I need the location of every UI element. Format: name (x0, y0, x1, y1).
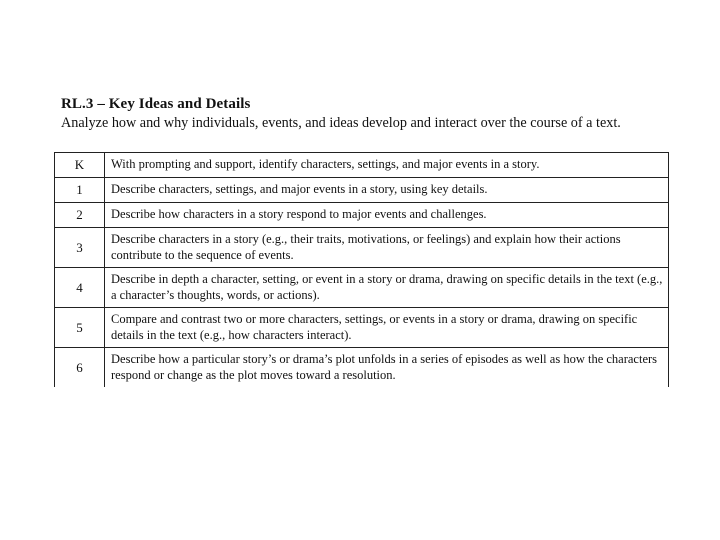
description-cell: Compare and contrast two or more characters, settings, or events in a story or drama, drawing on specific details in the text (e.g., how characters interact). (105, 308, 669, 348)
description-cell: Describe characters, settings, and major events in a story, using key details. (105, 178, 669, 203)
description-cell: Describe in depth a character, setting, or event in a story or drama, drawing on specific details in the text (e.g., a character’s thoughts, words, or actions). (105, 268, 669, 308)
grade-cell: 2 (55, 203, 105, 228)
table-row (55, 308, 669, 348)
standard-title: RL.3 – Key Ideas and Details (61, 96, 251, 112)
description-cell: Describe how a particular story’s or drama’s plot unfolds in a series of episodes as well as how the characters respond or change as the plot moves toward a resolution. (105, 348, 669, 388)
grade-cell: K (55, 153, 105, 178)
description-cell: Describe characters in a story (e.g., their traits, motivations, or feelings) and explain how their actions contribute to the sequence of events. (105, 228, 669, 268)
grade-standards-table (54, 152, 669, 387)
grade-cell: 6 (55, 348, 105, 388)
description-cell: Describe how characters in a story respond to major events and challenges. (105, 203, 669, 228)
table-row (55, 348, 669, 388)
grade-cell: 4 (55, 268, 105, 308)
description-cell: With prompting and support, identify characters, settings, and major events in a story. (105, 153, 669, 178)
grade-cell: 3 (55, 228, 105, 268)
table-row (55, 203, 669, 228)
table-row (55, 228, 669, 268)
table-row (55, 268, 669, 308)
table-row (55, 178, 669, 203)
table-row (55, 153, 669, 178)
standard-description: Analyze how and why individuals, events, and ideas develop and interact over the course of a text. (61, 115, 621, 131)
grade-cell: 1 (55, 178, 105, 203)
grade-cell: 5 (55, 308, 105, 348)
